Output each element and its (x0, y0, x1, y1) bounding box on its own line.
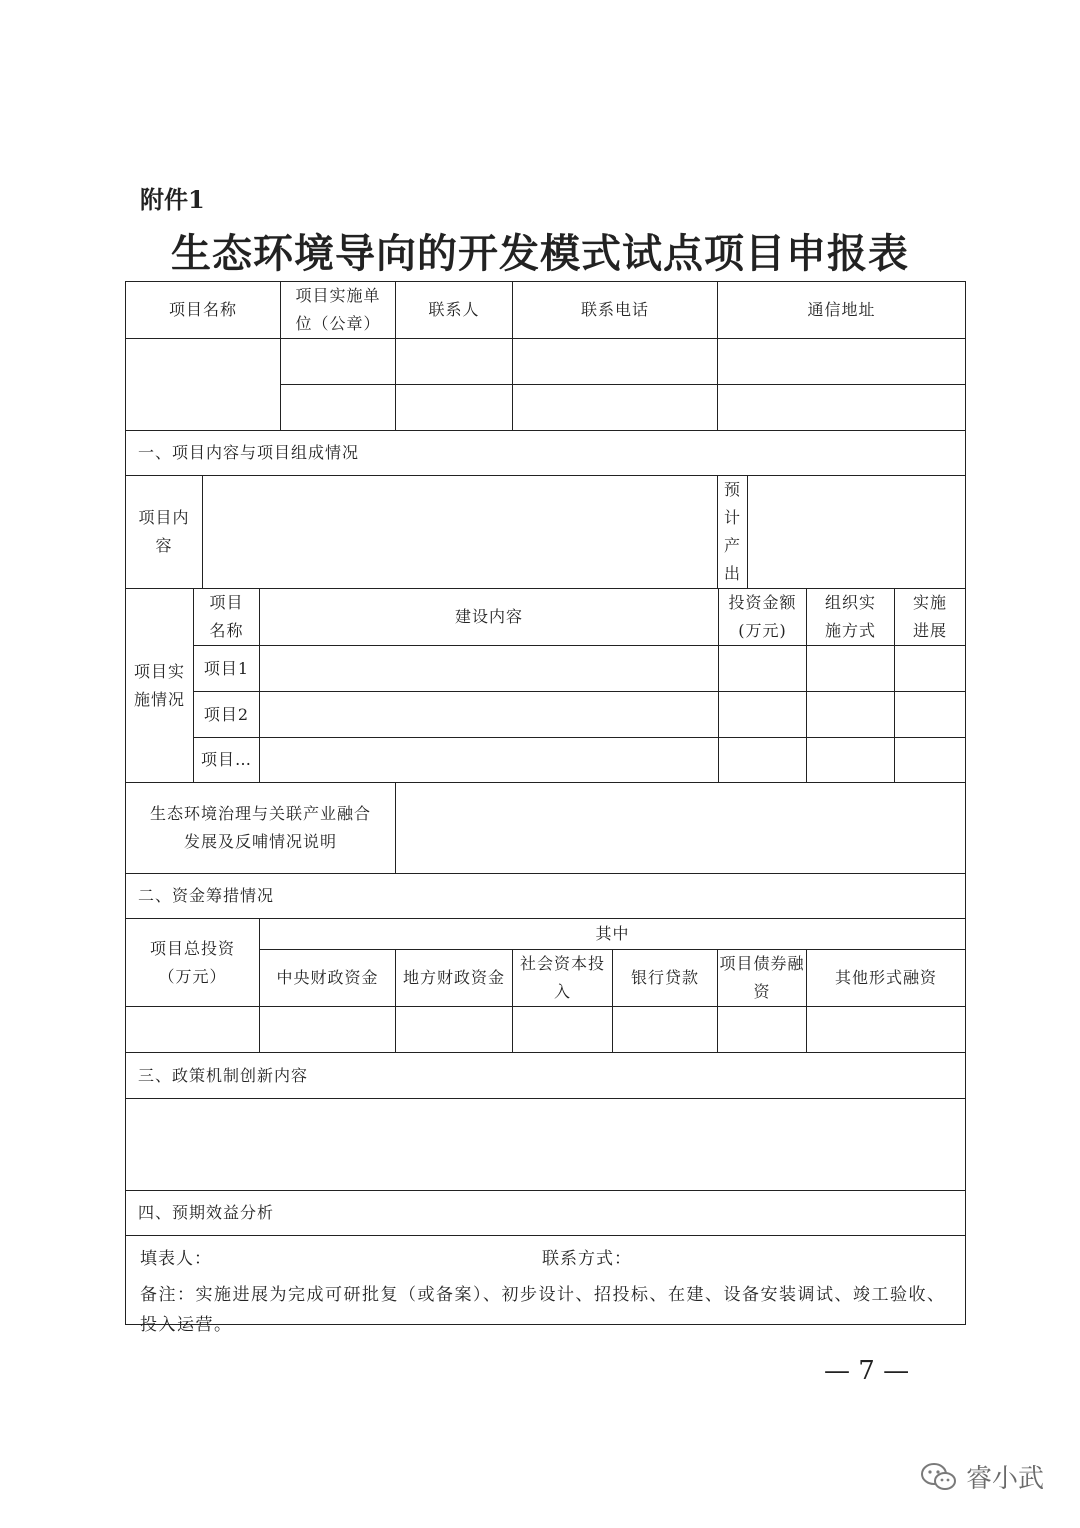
funding-amount-cell[interactable] (396, 1007, 513, 1053)
build-content-cell[interactable] (260, 692, 719, 738)
section2-title: 二、资金筹措情况 (126, 874, 966, 919)
investment-header-line2: (万元) (738, 621, 787, 640)
funding-entry-row (126, 1007, 966, 1053)
implementation-label (126, 589, 194, 783)
org-method-header-line1: 组织实 (825, 593, 877, 612)
project-name-header: 项目名称 (126, 282, 281, 339)
implementation-label-line2: 施情况 (133, 689, 185, 709)
subproject-name-header-line1: 项目 (209, 593, 244, 612)
policy-row (126, 1099, 966, 1191)
integration-label-line2: 发展及反哺情况说明 (184, 832, 338, 851)
attachment-label: 附件1 (140, 185, 205, 214)
section-row (126, 431, 966, 476)
content-row (126, 476, 966, 589)
watermark (920, 1458, 1044, 1495)
wechat-icon (920, 1462, 958, 1492)
phone-header: 联系电话 (513, 282, 718, 339)
address-cell[interactable] (718, 339, 966, 385)
phone-cell[interactable] (513, 385, 718, 431)
funding-amount-cell[interactable] (513, 1007, 613, 1053)
subproject-row (126, 738, 966, 783)
subproject-name-header-line2: 名称 (209, 621, 244, 640)
section3-title: 三、政策机制创新内容 (126, 1053, 966, 1099)
total-investment-cell[interactable] (126, 1007, 260, 1053)
funding-header-row (126, 919, 966, 950)
progress-cell[interactable] (895, 646, 966, 692)
progress-header-line2: 进展 (913, 621, 948, 640)
among-header: 其中 (260, 919, 966, 950)
section-row (126, 1191, 966, 1236)
funding-amount-cell[interactable] (613, 1007, 718, 1053)
implementation-header-row (126, 589, 966, 646)
output-label-line2: 产出 (724, 536, 742, 583)
unit-header-line1: 项目实施单 (295, 286, 381, 305)
investment-cell[interactable] (719, 738, 807, 783)
section-row (126, 1053, 966, 1099)
investment-cell[interactable] (719, 692, 807, 738)
org-method-header-line2: 施方式 (825, 621, 877, 640)
build-content-header: 建设内容 (260, 589, 719, 646)
funding-amount-cell[interactable] (718, 1007, 807, 1053)
filler-label: 填表人： (140, 1249, 212, 1269)
contact-header-row (126, 282, 966, 339)
page-title: 生态环境导向的开发模式试点项目申报表 (171, 230, 909, 277)
contact-entry-row (126, 339, 966, 385)
funding-amount-cell[interactable] (807, 1007, 966, 1053)
phone-cell[interactable] (513, 339, 718, 385)
funding-source-header: 社会资本投入 (513, 950, 613, 1007)
remark-note: 备注：实施进展为完成可研批复（或备案）、初步设计、招投标、在建、设备安装调试、竣工验收、投入运营。 (140, 1285, 946, 1335)
content-label (126, 476, 203, 589)
subproject-name: 项目1 (194, 646, 260, 692)
org-method-cell[interactable] (807, 692, 895, 738)
contact-person-header: 联系人 (396, 282, 513, 339)
output-label (718, 476, 748, 589)
content-label-line1: 项目内 (138, 508, 190, 527)
org-method-header (807, 589, 895, 646)
project-name-cell[interactable] (126, 339, 281, 431)
integration-label-line1: 生态环境治理与关联产业融合 (150, 804, 372, 823)
unit-cell[interactable] (281, 385, 396, 431)
content-label-line2: 容 (155, 536, 173, 555)
section1-title: 一、项目内容与项目组成情况 (126, 431, 966, 476)
subproject-name: 项目2 (194, 692, 260, 738)
integration-cell[interactable] (396, 783, 966, 874)
page-number: — 7 — (824, 1356, 910, 1386)
subproject-row (126, 692, 966, 738)
investment-header (719, 589, 807, 646)
integration-row (126, 783, 966, 874)
address-cell[interactable] (718, 385, 966, 431)
subproject-row (126, 646, 966, 692)
funding-amount-cell[interactable] (260, 1007, 396, 1053)
funding-source-header: 项目债券融资 (718, 950, 807, 1007)
contact-person-cell[interactable] (396, 339, 513, 385)
output-label-line1: 预计 (724, 480, 742, 527)
build-content-cell[interactable] (260, 738, 719, 783)
total-investment-label (126, 919, 260, 1007)
funding-source-header: 中央财政资金 (260, 950, 396, 1007)
policy-innovation-cell[interactable] (126, 1099, 966, 1191)
output-cell[interactable] (748, 476, 966, 589)
section4-title: 四、预期效益分析 (126, 1191, 966, 1236)
integration-label (126, 783, 396, 874)
progress-cell[interactable] (895, 692, 966, 738)
funding-source-header: 银行贷款 (613, 950, 718, 1007)
org-method-cell[interactable] (807, 738, 895, 783)
org-method-cell[interactable] (807, 646, 895, 692)
build-content-cell[interactable] (260, 646, 719, 692)
funding-source-header: 其他形式融资 (807, 950, 966, 1007)
unit-cell[interactable] (281, 339, 396, 385)
contact-person-cell[interactable] (396, 385, 513, 431)
funding-source-header: 地方财政资金 (396, 950, 513, 1007)
contact-method-label: 联系方式： (542, 1249, 632, 1269)
total-investment-label-line1: 项目总投资 (149, 938, 235, 958)
progress-header (895, 589, 966, 646)
subproject-name-header (194, 589, 260, 646)
investment-cell[interactable] (719, 646, 807, 692)
unit-header-line2: 位（公章） (295, 314, 381, 333)
application-form (125, 281, 966, 1325)
watermark-text: 睿小武 (966, 1464, 1045, 1494)
subproject-name: 项目… (194, 738, 260, 783)
progress-header-line1: 实施 (913, 593, 948, 612)
section-row (126, 874, 966, 919)
unit-header (281, 282, 396, 339)
investment-header-line1: 投资金额 (728, 593, 797, 612)
progress-cell[interactable] (895, 738, 966, 783)
total-investment-label-line2: （万元） (158, 966, 227, 986)
content-cell[interactable] (203, 476, 718, 589)
address-header: 通信地址 (718, 282, 966, 339)
implementation-label-line1: 项目实 (133, 661, 185, 681)
